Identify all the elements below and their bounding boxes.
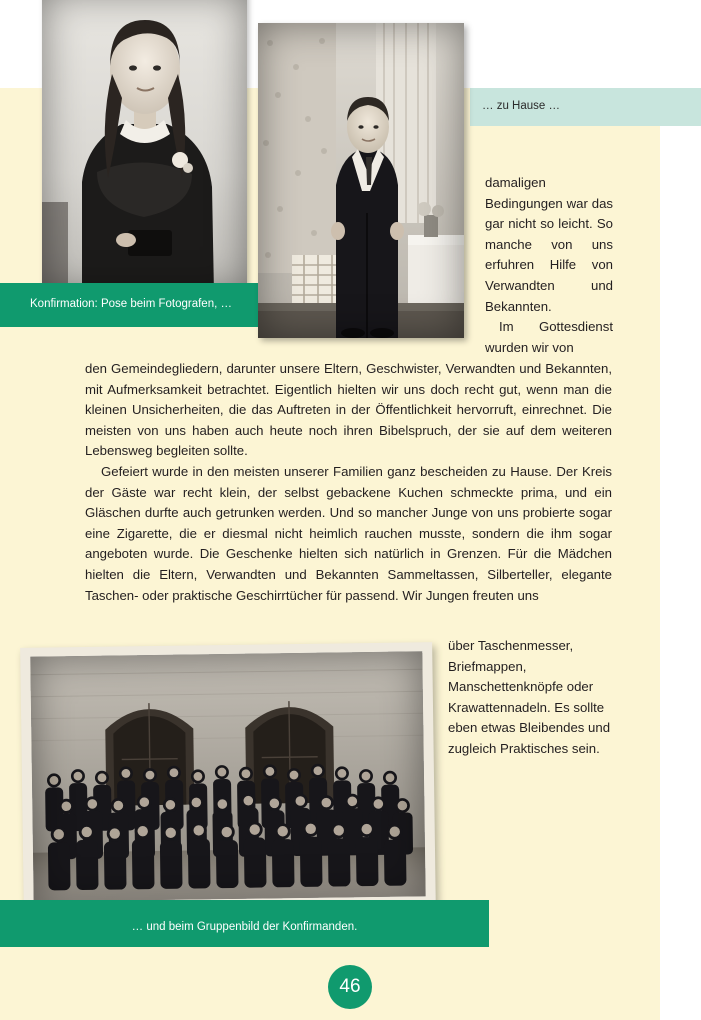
girl-photo-vignette bbox=[42, 0, 247, 294]
photo-confirmation-group bbox=[30, 651, 425, 901]
main-paragraph-1: den Gemeindegliedern, darunter unsere Eltern, Geschwister, Verwandten und Bekannten, mit Aufmerksamkeit betrachtet. Eigentlich hielten wir uns doch recht gut, wenn man die kleinen Unsicherheiten, die das Auftreten in der Öffentlichkeit hervorruft, einrechnet. Die meisten von uns haben auch heute noch ihren Bibelspruch, der sie auf dem weiteren Lebensweg begleiten sollte. bbox=[85, 361, 612, 459]
right-column-paragraph-1: damaligen Bedingungen war das gar nicht so leicht. So manche von uns erfuhren Hilfe von Verwandten und Bekannten. bbox=[485, 175, 613, 314]
caption-konfirmation: Konfirmation: Pose beim Fotografen, … bbox=[30, 298, 232, 310]
group-photo-vignette bbox=[30, 651, 425, 901]
main-paragraph-2: Gefeiert wurde in den meisten unserer Familien ganz bescheiden zu Hause. Der Kreis der Gäste war recht klein, der selbst gebackene Kuchen schmeckte prima, und ein Gläschen durfte auch getrunken werden. Und so mancher Junge von uns probierte sogar eine Zigarette, die er diesmal nicht heimlich rauchen musste, sondern die ihm sogar angeboten wurde. Die Geschenke hielten sich natürlich in Grenzen. Für die Mädchen hielten die Eltern, Verwandten und Bekannten Sammeltassen, Silberteller, elegante Taschen- oder praktische Geschirrtücher für passend. Wir Jungen freuten uns bbox=[85, 463, 612, 603]
boy-photo-vignette bbox=[258, 23, 464, 338]
page-number-badge: 46 bbox=[328, 965, 372, 1009]
photo-confirmation-group-frame bbox=[20, 642, 436, 916]
right-column-text-bottom: über Taschenmesser, Briefmappen, Manschettenknöpfe oder Krawattennadeln. Es sollte eben etwas Bleibendes und zugleich Praktisches sein. bbox=[448, 638, 611, 756]
main-body-text bbox=[85, 359, 612, 606]
caption-zu-hause: … zu Hause … bbox=[482, 100, 560, 112]
caption-gruppenbild: … und beim Gruppenbild der Konfirmanden. bbox=[131, 921, 358, 933]
right-column-text-top bbox=[485, 173, 613, 358]
right-column-paragraph-2: Im Gottesdienst wurden wir von bbox=[485, 319, 613, 355]
photo-boy-confirmation-at-home bbox=[258, 23, 464, 338]
caption-bar-gruppenbild bbox=[0, 900, 489, 947]
caption-bar-konfirmation bbox=[0, 283, 262, 327]
page-right-margin bbox=[660, 0, 701, 1020]
caption-bar-zu-hause bbox=[470, 88, 701, 126]
photo-girl-confirmation-portrait bbox=[42, 0, 247, 294]
